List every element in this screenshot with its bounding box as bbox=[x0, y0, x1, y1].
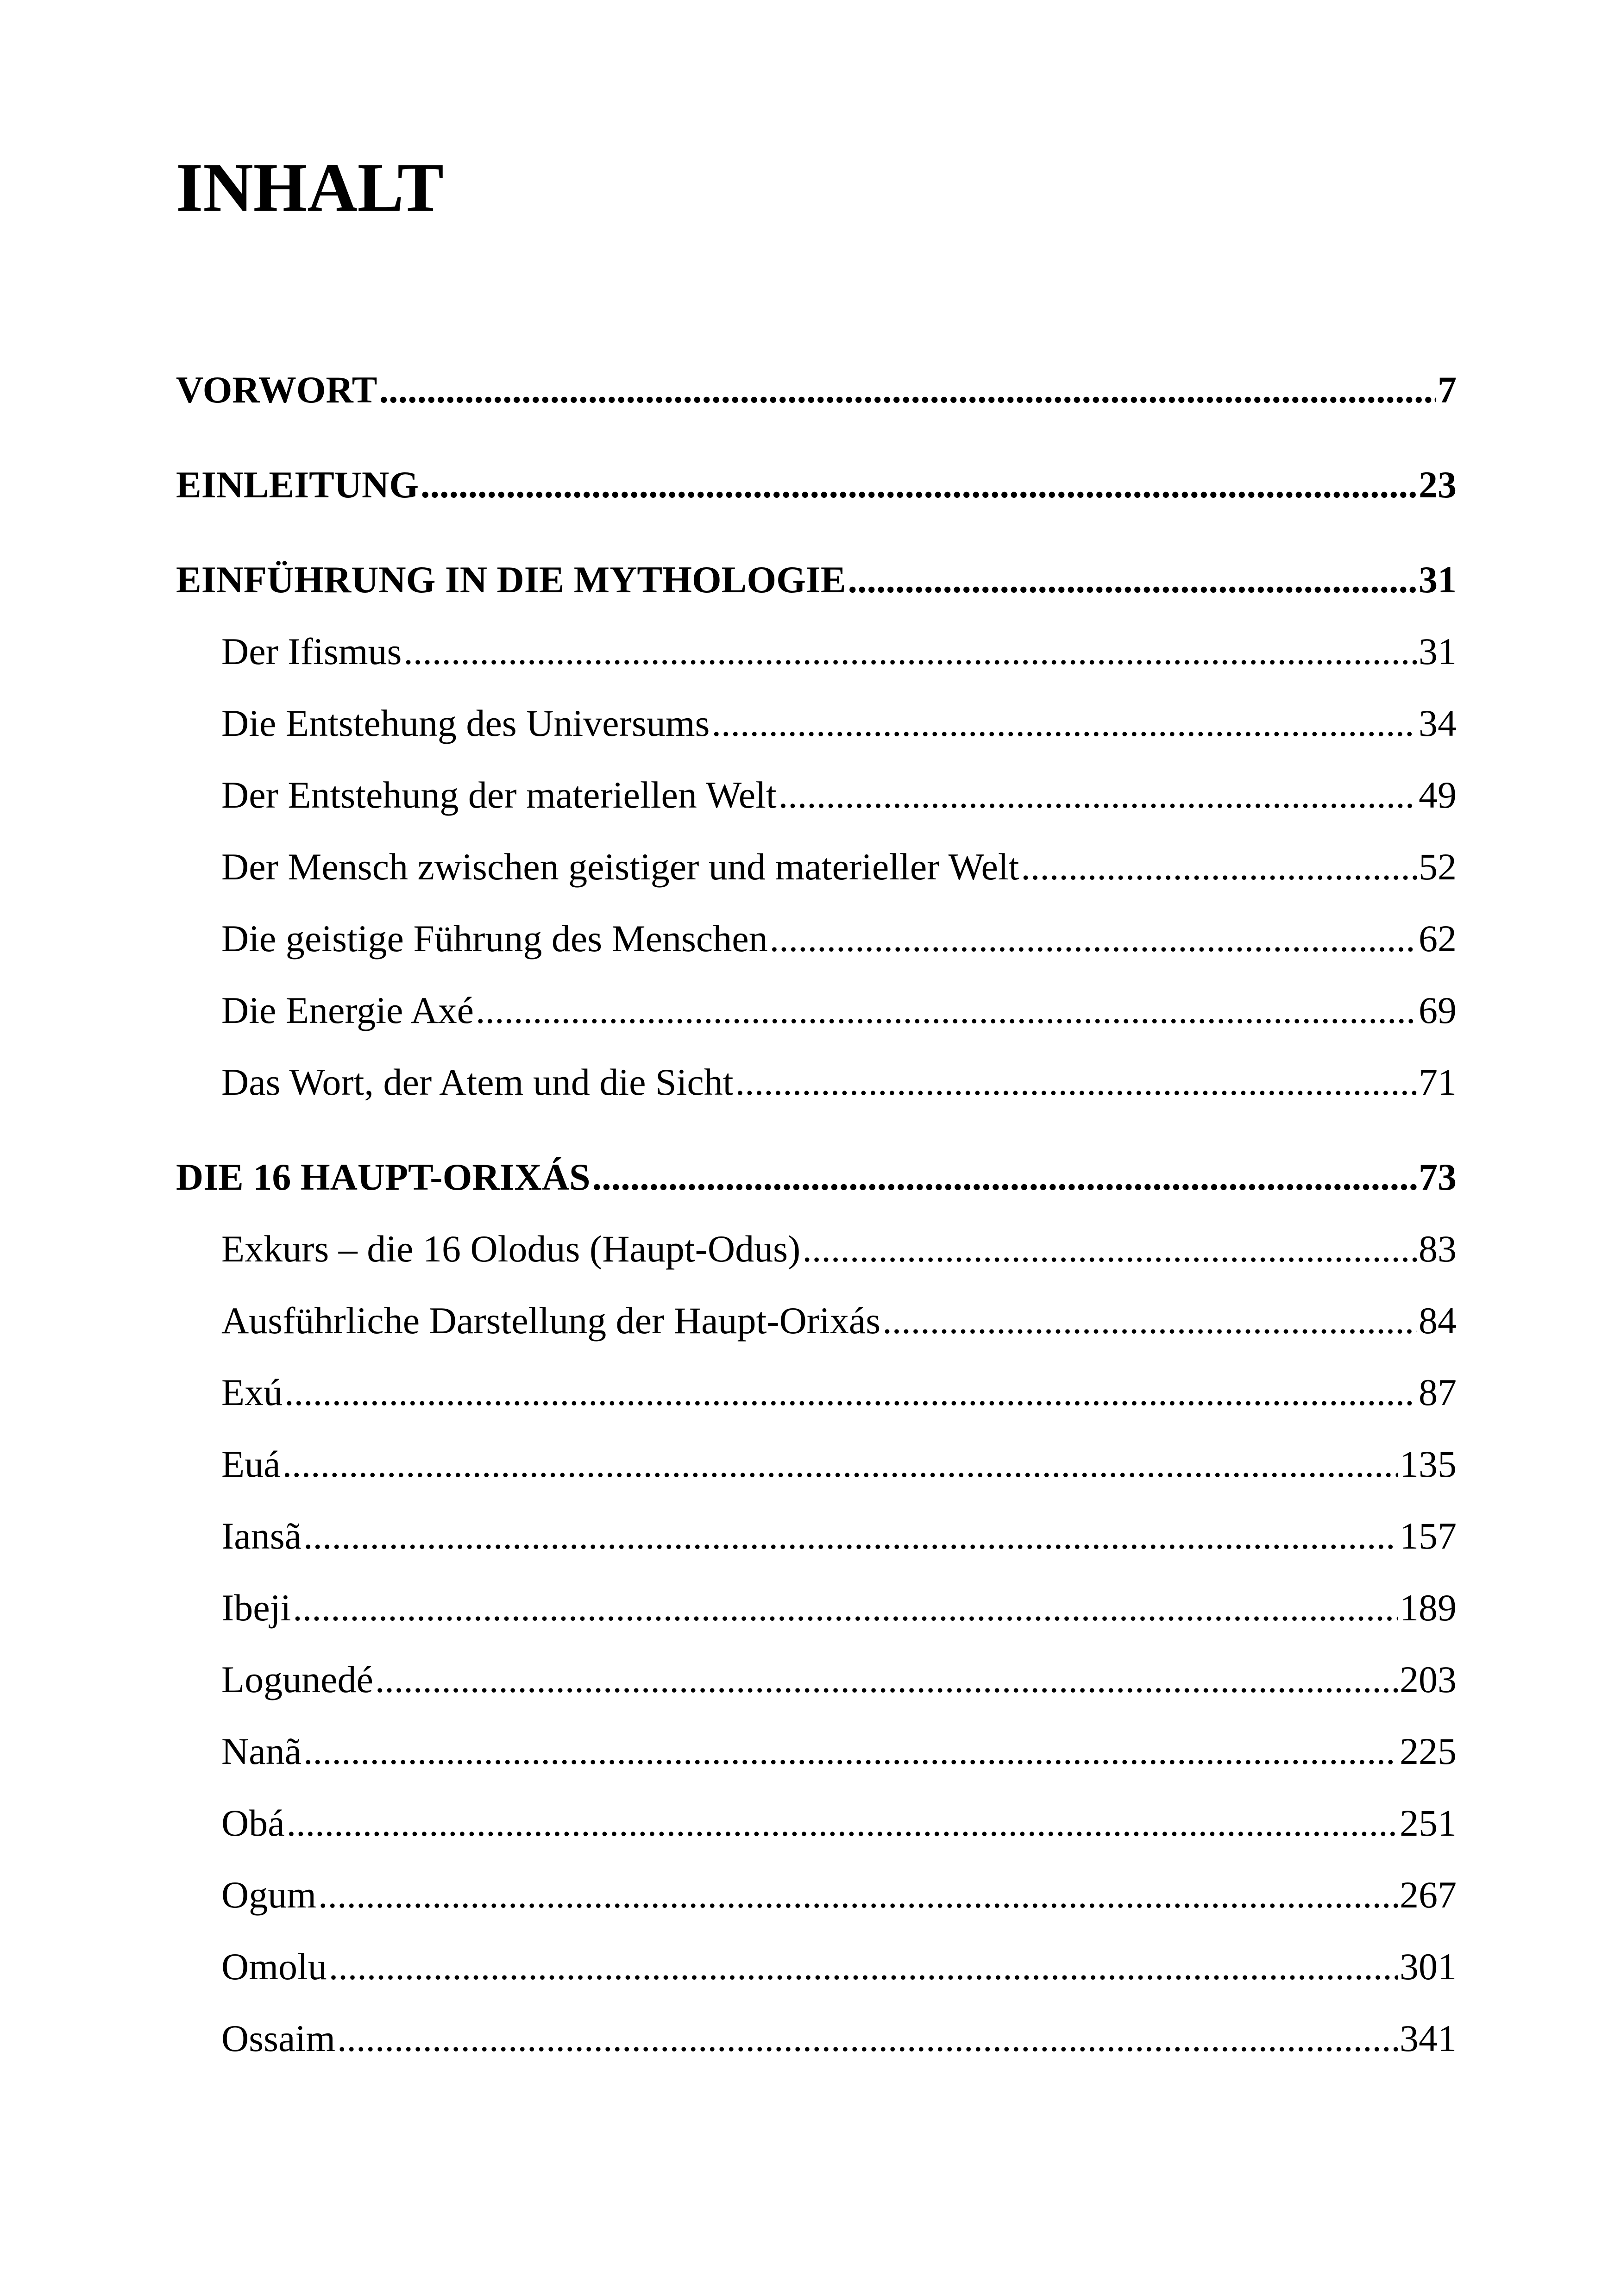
dot-leader bbox=[375, 1658, 1398, 1701]
toc-entry-nana[interactable] bbox=[221, 1730, 1457, 1773]
toc-entry-ifismus[interactable] bbox=[221, 630, 1457, 673]
toc-entry-universum[interactable] bbox=[221, 702, 1457, 745]
toc-entry-title: Omolu bbox=[221, 1945, 327, 1988]
toc-page-number: 52 bbox=[1419, 846, 1457, 888]
toc-entry-title: VORWORT bbox=[176, 369, 377, 411]
toc-entry-title: Logunedé bbox=[221, 1658, 373, 1700]
toc-entry-darstellung[interactable] bbox=[221, 1299, 1457, 1342]
toc-page-number: 189 bbox=[1400, 1587, 1457, 1629]
toc-entry-ossaim[interactable] bbox=[221, 2017, 1457, 2060]
dot-leader bbox=[592, 1155, 1417, 1199]
toc-entry-title: Exkurs – die 16 Olodus (Haupt-Odus) bbox=[221, 1228, 801, 1270]
dot-leader bbox=[711, 702, 1417, 745]
toc-entry-title: Ausführliche Darstellung der Haupt-Orixás bbox=[221, 1299, 881, 1342]
toc-entry-haupt-orixas[interactable] bbox=[176, 1155, 1457, 1199]
toc-entry-exkurs[interactable] bbox=[221, 1227, 1457, 1271]
toc-entry-title: DIE 16 HAUPT-ORIXÁS bbox=[176, 1156, 591, 1198]
toc-page-number: 301 bbox=[1400, 1945, 1457, 1988]
toc-page-number: 34 bbox=[1419, 702, 1457, 744]
toc-entry-ogum[interactable] bbox=[221, 1873, 1457, 1917]
toc-entry-title: Ossaim bbox=[221, 2017, 335, 2059]
dot-leader bbox=[802, 1227, 1417, 1271]
toc-entry-title: EINFÜHRUNG IN DIE MYTHOLOGIE bbox=[176, 558, 846, 601]
toc-entry-eua[interactable] bbox=[221, 1443, 1457, 1486]
toc-page-number: 69 bbox=[1419, 989, 1457, 1031]
dot-leader bbox=[303, 1730, 1398, 1773]
dot-leader bbox=[770, 917, 1417, 960]
toc-page-number: 87 bbox=[1419, 1371, 1457, 1413]
toc-entry-materielle-welt[interactable] bbox=[221, 773, 1457, 817]
toc-entry-title: Iansã bbox=[221, 1515, 302, 1557]
toc-entry-ibeji[interactable] bbox=[221, 1586, 1457, 1630]
toc-entry-title: Das Wort, der Atem und die Sicht bbox=[221, 1061, 734, 1103]
dot-leader bbox=[379, 368, 1436, 412]
toc-page-number: 23 bbox=[1419, 464, 1457, 506]
page-title: INHALT bbox=[176, 149, 444, 226]
toc-page-number: 62 bbox=[1419, 917, 1457, 960]
toc-page-number: 341 bbox=[1400, 2017, 1457, 2059]
toc-page-number: 73 bbox=[1419, 1156, 1457, 1198]
dot-leader bbox=[779, 773, 1417, 817]
toc-page-number: 84 bbox=[1419, 1299, 1457, 1342]
toc-page-number: 31 bbox=[1419, 630, 1457, 672]
toc-entry-title: Die Entstehung des Universums bbox=[221, 702, 710, 744]
toc-entry-title: Ogum bbox=[221, 1874, 316, 1916]
toc-page-number: 157 bbox=[1400, 1515, 1457, 1557]
toc-entry-einleitung[interactable] bbox=[176, 463, 1457, 507]
dot-leader bbox=[318, 1873, 1398, 1917]
toc-entry-title: Die Energie Axé bbox=[221, 989, 474, 1031]
toc-page-number: 203 bbox=[1400, 1658, 1457, 1700]
dot-leader bbox=[848, 558, 1417, 602]
dot-leader bbox=[882, 1299, 1417, 1342]
toc-entry-logunede[interactable] bbox=[221, 1658, 1457, 1701]
toc-entry-oba[interactable] bbox=[221, 1801, 1457, 1845]
toc-page-number: 31 bbox=[1419, 558, 1457, 601]
toc-entry-title: Der Mensch zwischen geistiger und materieller Welt bbox=[221, 846, 1019, 888]
dot-leader bbox=[282, 1443, 1398, 1486]
dot-leader bbox=[476, 989, 1417, 1032]
toc-entry-omolu[interactable] bbox=[221, 1945, 1457, 1989]
toc-page-number: 267 bbox=[1400, 1874, 1457, 1916]
dot-leader bbox=[293, 1586, 1398, 1630]
dot-leader bbox=[1021, 845, 1417, 889]
toc-entry-einfuehrung[interactable] bbox=[176, 558, 1457, 602]
toc-entry-title: Der Entstehung der materiellen Welt bbox=[221, 774, 777, 816]
toc-page-number: 251 bbox=[1400, 1802, 1457, 1844]
toc-entry-title: EINLEITUNG bbox=[176, 464, 419, 506]
dot-leader bbox=[329, 1945, 1398, 1989]
dot-leader bbox=[284, 1371, 1417, 1414]
toc-page-number: 49 bbox=[1419, 774, 1457, 816]
toc-entry-title: Exú bbox=[221, 1371, 283, 1413]
toc-entry-exu[interactable] bbox=[221, 1371, 1457, 1414]
toc-page-number: 225 bbox=[1400, 1730, 1457, 1772]
toc-entry-title: Nanã bbox=[221, 1730, 302, 1772]
toc-entry-title: Ibeji bbox=[221, 1587, 291, 1629]
toc-page-number: 71 bbox=[1419, 1061, 1457, 1103]
dot-leader bbox=[403, 630, 1417, 673]
toc-entry-title: Der Ifismus bbox=[221, 630, 402, 672]
dot-leader bbox=[337, 2017, 1398, 2060]
dot-leader bbox=[421, 463, 1417, 507]
toc-entry-title: Die geistige Führung des Menschen bbox=[221, 917, 768, 960]
toc-page-number: 135 bbox=[1400, 1443, 1457, 1485]
toc-entry-vorwort[interactable] bbox=[176, 368, 1457, 412]
dot-leader bbox=[287, 1801, 1398, 1845]
toc-entry-title: Euá bbox=[221, 1443, 281, 1485]
toc-page-number: 7 bbox=[1438, 369, 1457, 411]
toc-page-number: 83 bbox=[1419, 1228, 1457, 1270]
toc-entry-fuehrung[interactable] bbox=[221, 917, 1457, 960]
dot-leader bbox=[735, 1060, 1417, 1104]
toc-entry-wort-atem-sicht[interactable] bbox=[221, 1060, 1457, 1104]
toc-entry-title: Obá bbox=[221, 1802, 285, 1844]
dot-leader bbox=[303, 1514, 1398, 1558]
toc-entry-axe[interactable] bbox=[221, 989, 1457, 1032]
toc-entry-mensch[interactable] bbox=[221, 845, 1457, 889]
toc-entry-iansa[interactable] bbox=[221, 1514, 1457, 1558]
